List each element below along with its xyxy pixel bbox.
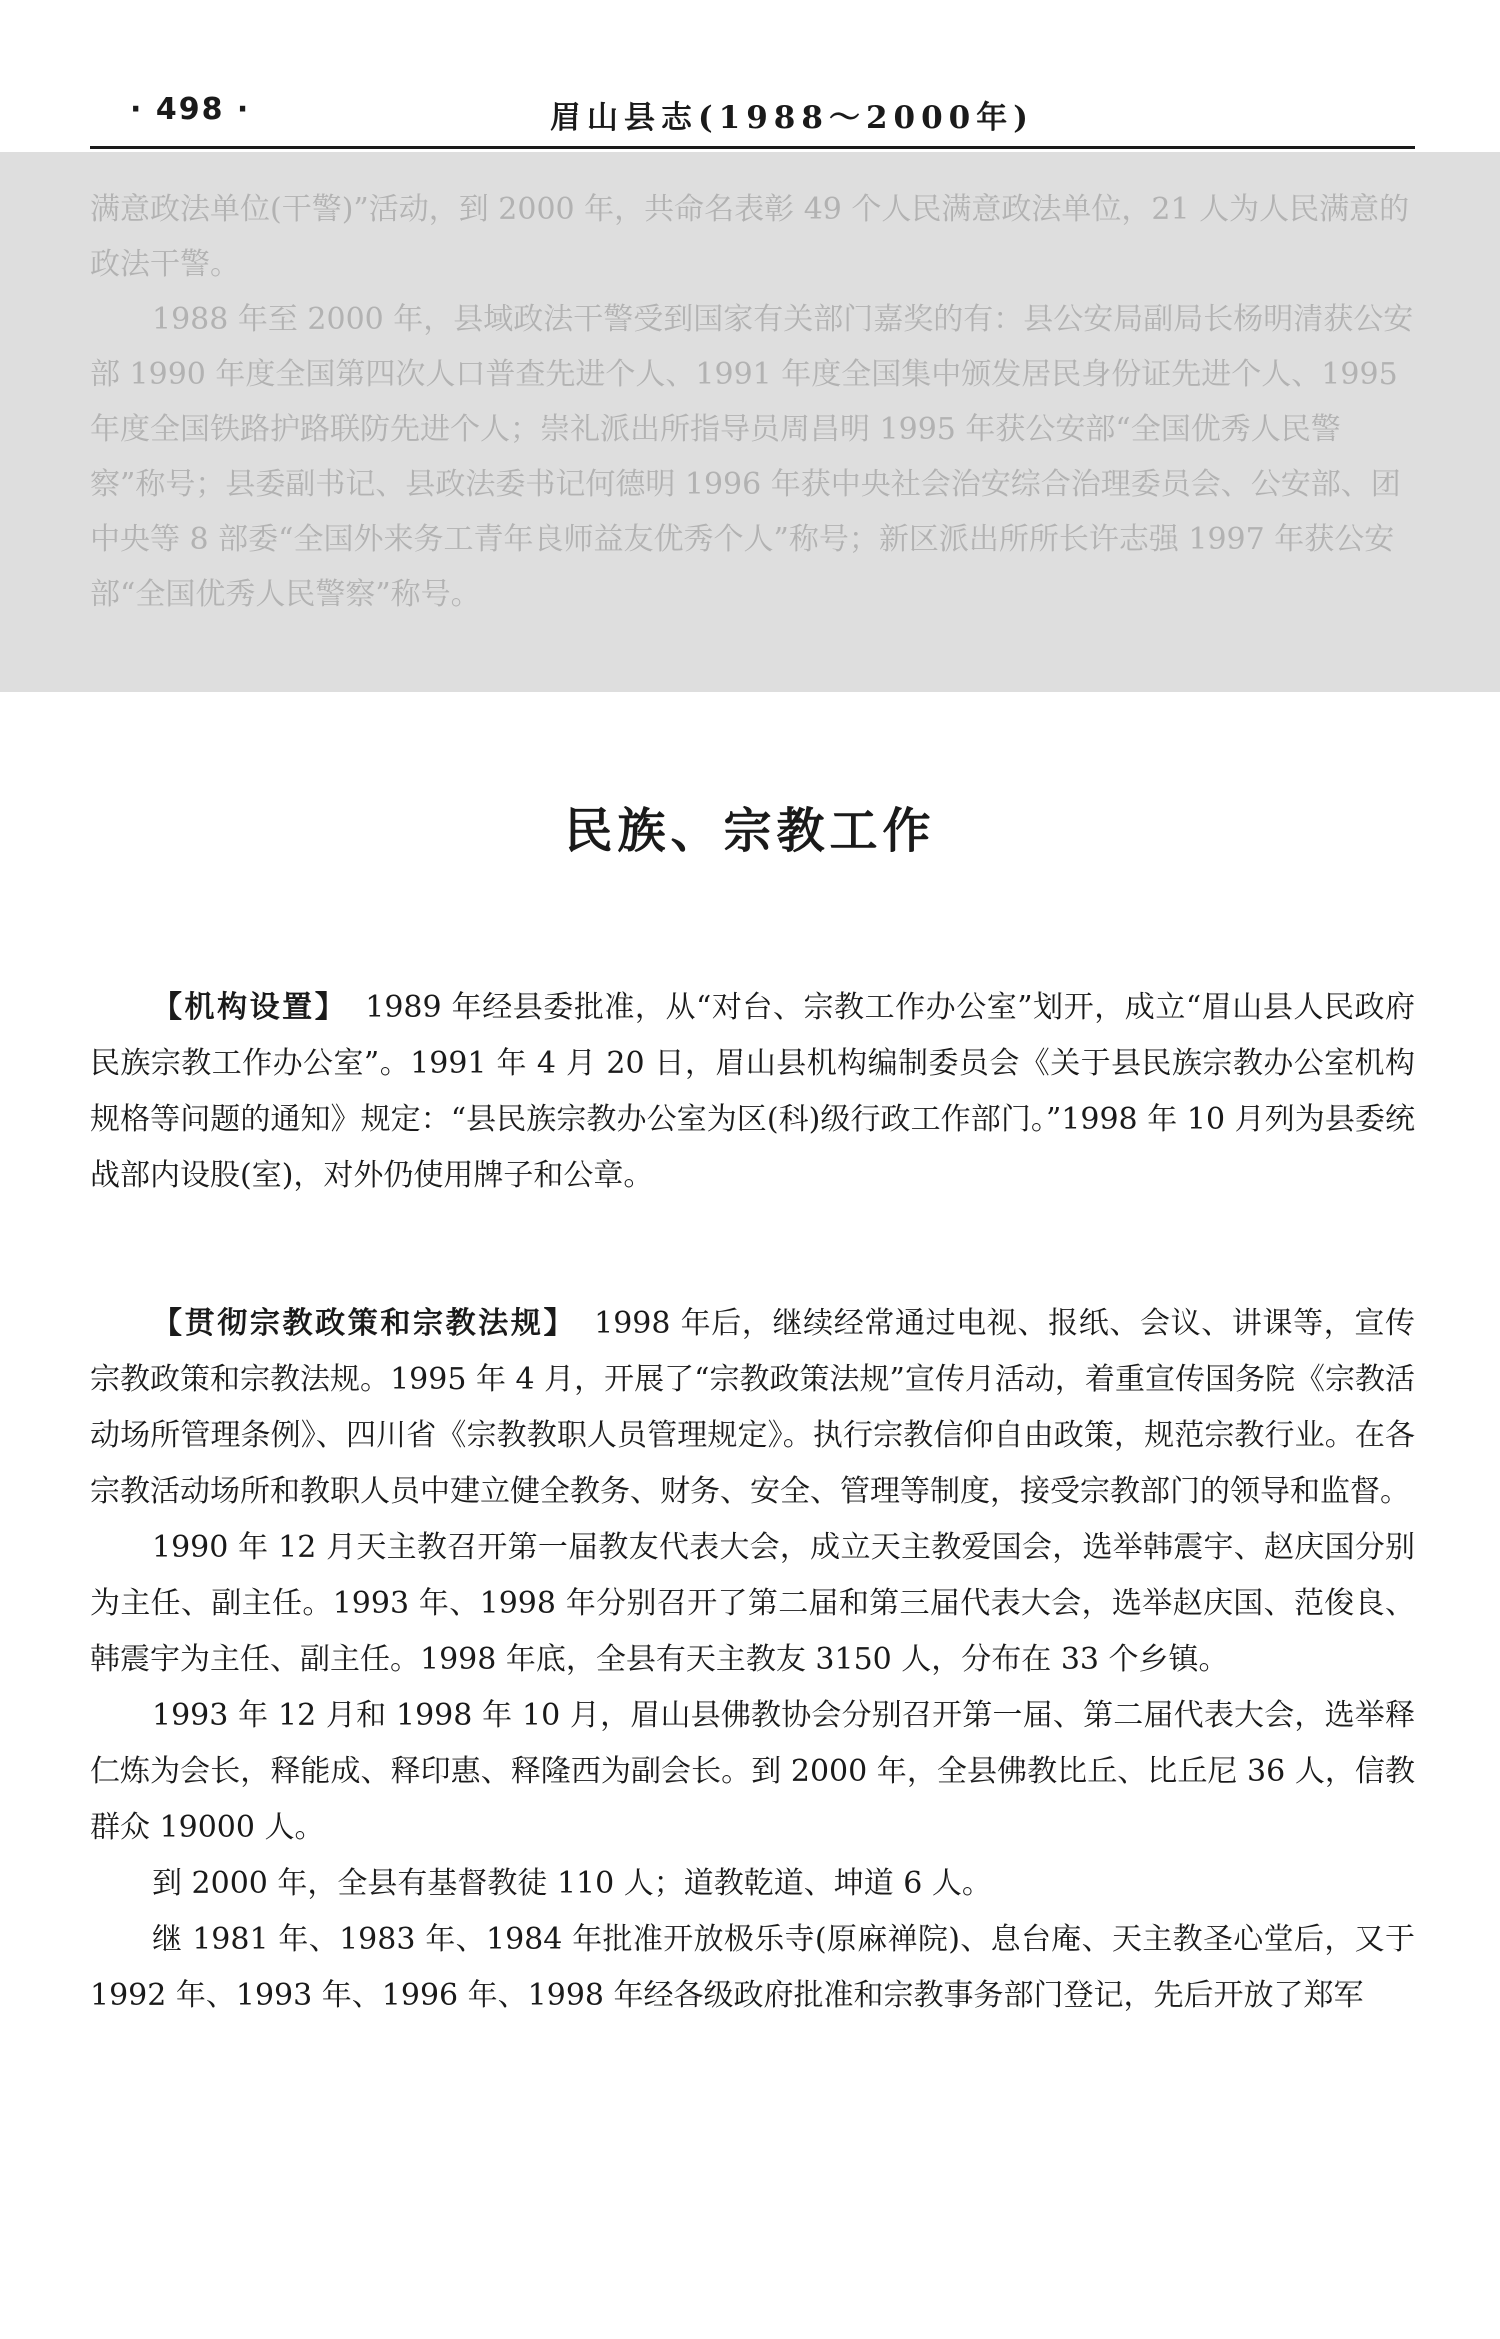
body-paragraph: 到 2000 年，全县有基督教徒 110 人；道教乾道、坤道 6 人。 xyxy=(152,1866,992,1901)
entry-organization xyxy=(90,980,1415,1204)
entry-religious-policy xyxy=(90,1296,1415,2024)
shaded-paragraph: 满意政法单位(干警)”活动，到 2000 年，共命名表彰 49 个人民满意政法单位，21 人为人民满意的政法干警。 xyxy=(90,192,1410,282)
header-rule xyxy=(90,146,1415,149)
body-paragraph: 1990 年 12 月天主教召开第一届教友代表大会，成立天主教爱国会，选举韩震宇、赵庆国分别为主任、副主任。1993 年、1998 年分别召开了第二届和第三届代表大会，选举赵庆国、范俊良、韩震宇为主任、副主任。1998 年底，全县有天主教友 3150 人，分布在 33 个乡镇。 xyxy=(90,1530,1415,1677)
page-number: · 498 · xyxy=(130,92,251,127)
section-title: 民族、宗教工作 xyxy=(564,803,936,859)
shaded-passage xyxy=(90,182,1415,622)
entry-paragraph xyxy=(90,1296,1415,1520)
body-paragraph: 继 1981 年、1983 年、1984 年批准开放极乐寺(原麻禅院)、息台庵、天主教圣心堂后，又于 1992 年、1993 年、1996 年、1998 年经各级政府批准和宗教事务部门登记，先后开放了郑军 xyxy=(90,1922,1415,2013)
entry-heading: 【贯彻宗教政策和宗教法规】 xyxy=(152,1306,577,1341)
page-header xyxy=(90,92,1415,142)
entry-text: 1998 年后，继续经常通过电视、报纸、会议、讲课等，宣传宗教政策和宗教法规。1995 年 4 月，开展了“宗教政策法规”宣传月活动，着重宣传国务院《宗教活动场所管理条例》、四川省《宗教教职人员管理规定》。执行宗教信仰自由政策，规范宗教行业。在各宗教活动场所和教职人员中建立健全教务、财务、安全、管理等制度，接受宗教部门的领导和监督。 xyxy=(90,1306,1415,1509)
entry-paragraph xyxy=(90,980,1415,1204)
running-title: 眉山县志(1988～2000年) xyxy=(550,100,1034,136)
shaded-paragraph: 1988 年至 2000 年，县域政法干警受到国家有关部门嘉奖的有：县公安局副局长杨明清获公安部 1990 年度全国第四次人口普查先进个人、1991 年度全国集中颁发居民身份证先进个人、1995 年度全国铁路护路联防先进个人；崇礼派出所指导员周昌明 1995 年获公安部“全国优秀人民警察”称号；县委副书记、县政法委书记何德明 1996 年获中央社会治安综合治理委员会、公安部、团中央等 8 部委“全国外来务工青年良师益友优秀个人”称号；新区派出所所长许志强 1997 年获公安部“全国优秀人民警察”称号。 xyxy=(90,302,1414,612)
entry-text: 1989 年经县委批准，从“对台、宗教工作办公室”划开，成立“眉山县人民政府民族宗教工作办公室”。1991 年 4 月 20 日，眉山县机构编制委员会《关于县民族宗教办公室机构规格等问题的通知》规定：“县民族宗教办公室为区(科)级行政工作部门。”1998 年 10 月列为县委统战部内设股(室)，对外仍使用牌子和公章。 xyxy=(90,990,1415,1193)
entry-heading: 【机构设置】 xyxy=(152,990,348,1025)
body-paragraph: 1993 年 12 月和 1998 年 10 月，眉山县佛教协会分别召开第一届、第二届代表大会，选举释仁炼为会长，释能成、释印惠、释隆西为副会长。到 2000 年，全县佛教比丘、比丘尼 36 人，信教群众 19000 人。 xyxy=(90,1698,1415,1845)
